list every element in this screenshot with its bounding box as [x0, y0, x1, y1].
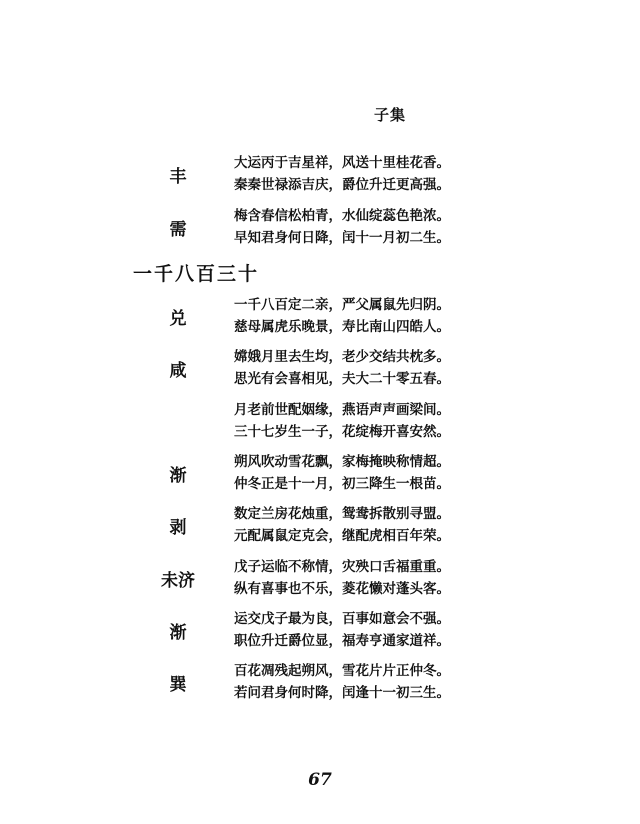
hexagram-label: 需	[169, 220, 187, 240]
verse-line: 若问君身何时降，闰逢十一初三生。	[234, 685, 450, 701]
hexagram-label: 未济	[161, 571, 195, 591]
verse-text	[234, 399, 450, 443]
verse-text	[234, 205, 450, 249]
verse-line: 三十七岁生一子，花绽梅开喜安然。	[234, 424, 450, 440]
verse-line: 仲冬正是十一月，初三降生一根苗。	[234, 476, 450, 492]
verse-line: 一千八百定二亲，严父属鼠先归阴。	[234, 297, 450, 313]
verse-line: 嫦娥月里去生均，老少交结共枕多。	[234, 349, 450, 365]
hexagram-label: 剥	[169, 518, 187, 538]
verse-line: 纵有喜事也不乐，菱花懒对蓬头客。	[234, 581, 450, 597]
hexagram-label: 咸	[169, 361, 187, 381]
hexagram-label: 丰	[169, 167, 187, 187]
verse-line: 数定兰房花烛重，鸳鸯拆散别寻盟。	[234, 506, 450, 522]
section-title: 一千八百三十	[133, 263, 260, 285]
verse-text	[234, 556, 450, 600]
verse-line: 月老前世配姻缘，燕语声声画梁间。	[234, 402, 450, 418]
verse-line: 大运丙于吉星祥，风送十里桂花香。	[234, 155, 450, 171]
verse-line: 百花凋残起朔风，雪花片片正仲冬。	[234, 663, 450, 679]
verse-line: 早知君身何日降，闰十一月初二生。	[234, 230, 450, 246]
verse-line: 运交戊子最为良，百事如意会不强。	[234, 611, 450, 627]
page-header: 子集	[374, 106, 407, 124]
verse-text	[234, 294, 450, 338]
verse-text	[234, 503, 450, 547]
hexagram-label: 渐	[169, 466, 187, 486]
verse-line: 思光有会喜相见，夫大二十零五春。	[234, 371, 450, 387]
hexagram-label: 兑	[169, 309, 187, 329]
verse-text	[234, 608, 450, 652]
page-number: 67	[308, 770, 332, 790]
verse-line: 元配属鼠定克会，继配虎相百年荣。	[234, 528, 450, 544]
hexagram-label: 巽	[169, 675, 187, 695]
verse-line: 朔风吹动雪花飘，家梅掩映称情超。	[234, 454, 450, 470]
verse-line: 慈母属虎乐晚景，寿比南山四皓人。	[234, 319, 450, 335]
verse-line: 梅含春信松柏青，水仙绽蕊色艳浓。	[234, 208, 450, 224]
verse-text	[234, 660, 450, 704]
verse-text	[234, 451, 450, 495]
verse-text	[234, 346, 450, 390]
verse-line: 戊子运临不称情，灾殃口舌福重重。	[234, 559, 450, 575]
verse-text	[234, 152, 450, 196]
hexagram-label: 渐	[169, 623, 187, 643]
verse-line: 职位升迁爵位显，福寿亨通家道祥。	[234, 633, 450, 649]
verse-line: 秦秦世禄添吉庆，爵位升迁更高强。	[234, 177, 450, 193]
